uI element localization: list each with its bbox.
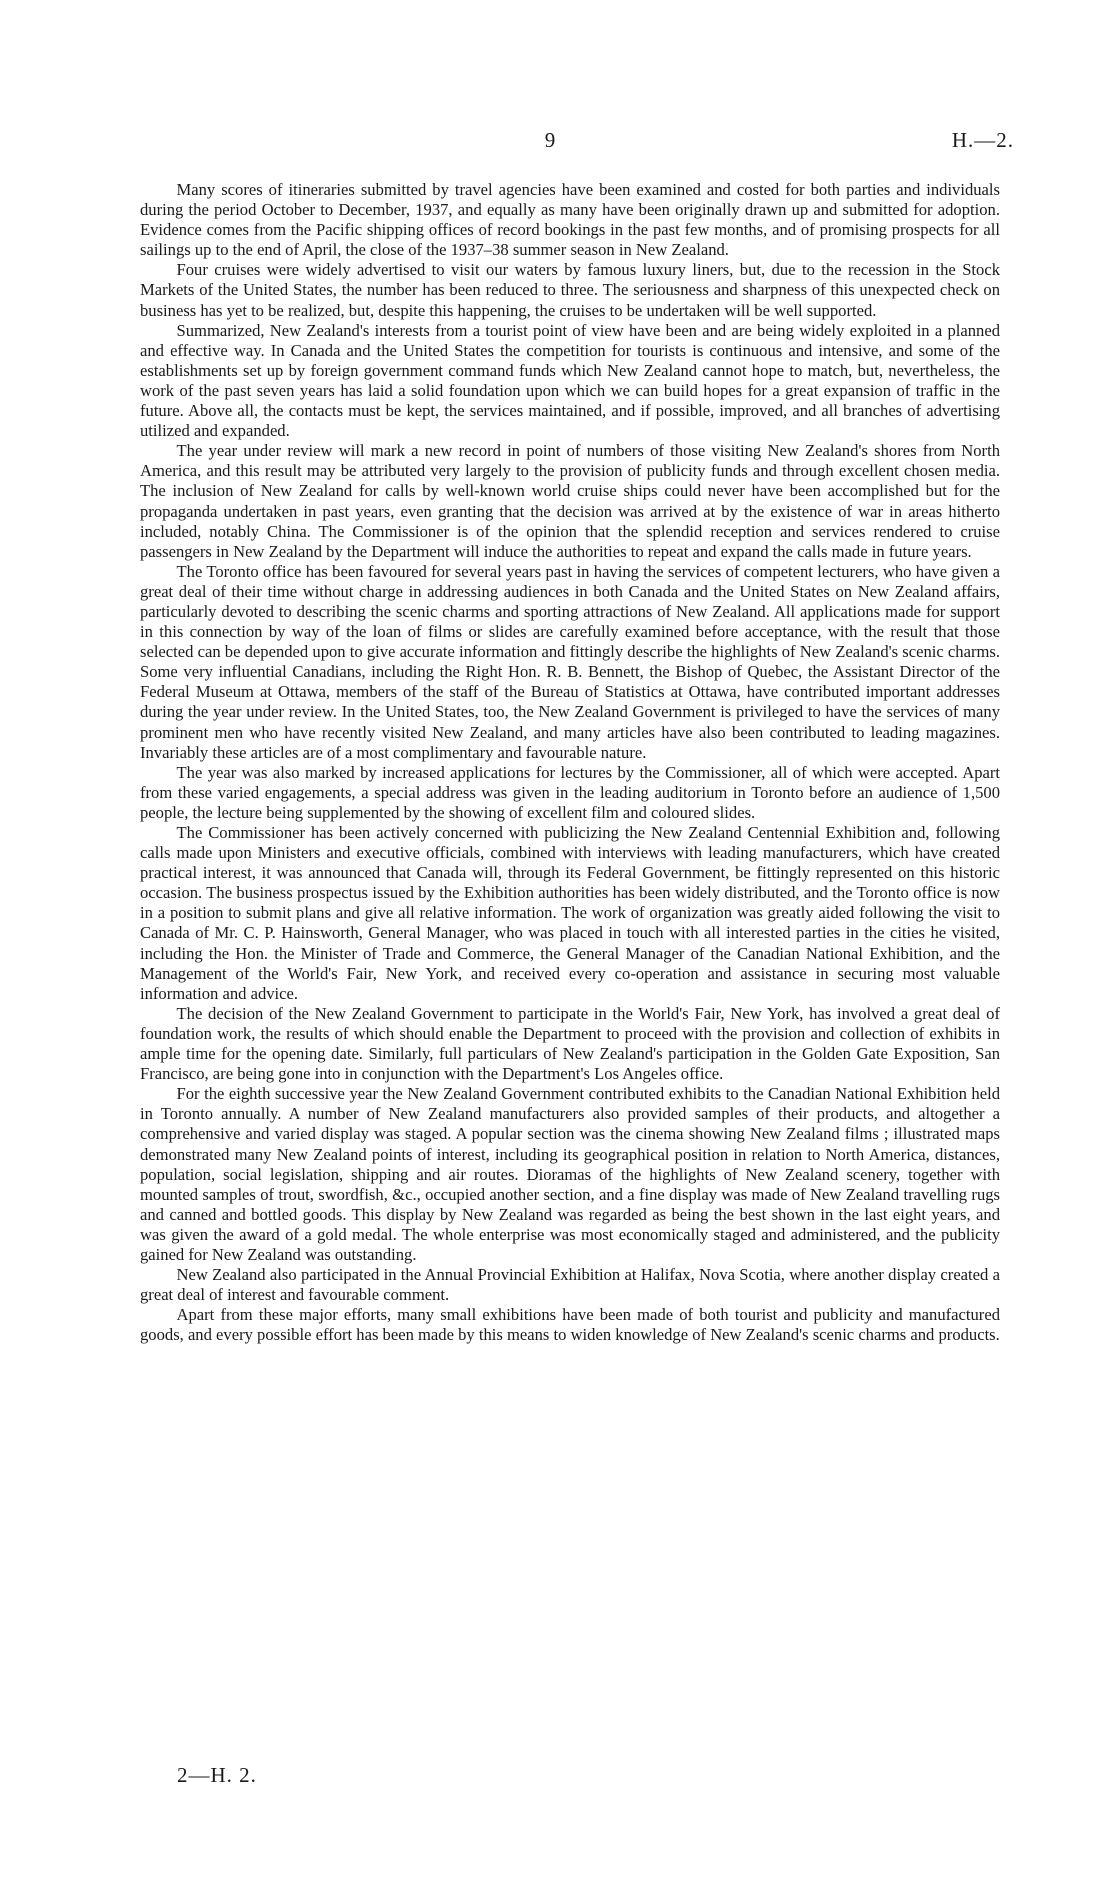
paragraph-record-year: The year under review will mark a new record in point of numbers of those visiting New Zealand's shores from North America, and this result may be attributed very largely to the provision of publicity funds and through excellent chosen media. The inclusion of New Zealand for calls by well-known world cruise ships could never have been accomplished but for the propaganda undertaken in past years, even granting that the decision was arrived at by the existence of war in areas hitherto included, notably China. The Commissioner is of the opinion that the splendid reception and services rendered to cruise passengers in New Zealand by the Department will induce the authorities to repeat and expand the calls made in future years. bbox=[140, 441, 1000, 561]
paragraph-halifax: New Zealand also participated in the Annual Provincial Exhibition at Halifax, Nova Scotia, where another display created a great deal of interest and favourable comment. bbox=[140, 1265, 1000, 1305]
paragraph-itineraries: Many scores of itineraries submitted by travel agencies have been examined and costed for both parties and individuals during the period October to December, 1937, and equally as many have been originally drawn up and submitted for adoption. Evidence comes from the Pacific shipping offices of record bookings in the past few months, and of promising prospects for all sailings up to the end of April, the close of the 1937–38 summer season in New Zealand. bbox=[140, 180, 1000, 260]
page-number: 9 bbox=[544, 128, 556, 152]
document-reference: H.—2. bbox=[951, 128, 1014, 152]
footer-signature: 2—H. 2. bbox=[177, 1763, 257, 1787]
paragraph-small-exhibitions: Apart from these major efforts, many small exhibitions have been made of both tourist and publicity and manufactured goods, and every possible effort has been made by this means to widen knowledge of New Zealand's scenic charms and products. bbox=[140, 1305, 1000, 1345]
paragraph-summary: Summarized, New Zealand's interests from a tourist point of view have been and are being widely exploited in a planned and effective way. In Canada and the United States the competition for tourists is continuous and intensive, and some of the establishments set up by foreign government command funds which New Zealand cannot hope to match, but, nevertheless, the work of the past seven years has laid a solid foundation upon which we can build hopes for a great expansion of traffic in the future. Above all, the contacts must be kept, the services maintained, and if possible, improved, and all branches of advertising utilized and expanded. bbox=[140, 320, 1000, 441]
paragraph-commissioner-lectures: The year was also marked by increased applications for lectures by the Commissioner, all of which were accepted. Apart from these varied engagements, a special address was given in the leading auditorium in Toronto before an audience of 1,500 people, the lecture being supplemented by the showing of excellent film and coloured slides. bbox=[140, 762, 1000, 822]
paragraph-centennial-exhibition: The Commissioner has been actively concerned with publicizing the New Zealand Centennial Exhibition and, following calls made upon Ministers and executive officials, combined with interviews with leading manufacturers, which have created practical interest, it was announced that Canada will, through its Federal Government, be fittingly represented on this historic occasion. The business prospectus issued by the Exhibition authorities has been widely distributed, and the Toronto office is now in a position to submit plans and give all relative information. The work of organization was greatly aided following the visit to Canada of Mr. C. P. Hainsworth, General Manager, who was placed in touch with all interested parties in the cities he visited, including the Hon. the Minister of Trade and Commerce, the General Manager of the Canadian National Exhibition, and the Management of the World's Fair, New York, and received every co-operation and assistance in securing most valuable information and advice. bbox=[140, 823, 1000, 1003]
paragraph-canadian-exhibition: For the eighth successive year the New Zealand Government contributed exhibits to the Canadian National Exhibition held in Toronto annually. A number of New Zealand manufacturers also provided samples of their products, and altogether a comprehensive and varied display was staged. A popular section was the cinema showing New Zealand films ; illustrated maps demonstrated many New Zealand points of interest, including its geographical position in relation to North America, distances, population, social legislation, shipping and air routes. Dioramas of the highlights of New Zealand scenery, together with mounted samples of trout, swordfish, &c., occupied another section, and a fine display was made of New Zealand travelling rugs and canned and bottled goods. This display by New Zealand was regarded as being the best shown in the last eight years, and was given the award of a gold medal. The whole enterprise was most economically staged and administered, and the publicity gained for New Zealand was outstanding. bbox=[140, 1084, 1000, 1264]
paragraph-worlds-fair: The decision of the New Zealand Government to participate in the World's Fair, New York, has involved a great deal of foundation work, the results of which should enable the Department to proceed with the provision and collection of exhibits in ample time for the opening date. Similarly, full particulars of New Zealand's participation in the Golden Gate Exposition, San Francisco, are being gone into in conjunction with the Department's Los Angeles office. bbox=[140, 1003, 1000, 1084]
paragraph-lecturers: The Toronto office has been favoured for several years past in having the services of competent lecturers, who have given a great deal of their time without charge in addressing audiences in both Canada and the United States on New Zealand affairs, particularly devoted to describing the scenic charms and sporting attractions of New Zealand. All applications made for support in this connection by way of the loan of films or slides are carefully examined before acceptance, with the result that those selected can be depended upon to give accurate information and fittingly describe the highlights of New Zealand's scenic charms. Some very influential Canadians, including the Right Hon. R. B. Bennett, the Bishop of Quebec, the Assistant Director of the Federal Museum at Ottawa, members of the staff of the Bureau of Statistics at Ottawa, have contributed important addresses during the year under review. In the United States, too, the New Zealand Government is privileged to have the services of many prominent men who have recently visited New Zealand, and many articles have also been contributed to leading magazines. Invariably these articles are of a most complimentary and favourable nature. bbox=[140, 561, 1000, 762]
body-text bbox=[140, 180, 1000, 1345]
paragraph-cruises: Four cruises were widely advertised to visit our waters by famous luxury liners, but, due to the recession in the Stock Markets of the United States, the number has been reduced to three. The seriousness and sharpness of this unexpected check on business has yet to be realized, but, despite this happening, the cruises to be undertaken will be well supported. bbox=[140, 260, 1000, 320]
